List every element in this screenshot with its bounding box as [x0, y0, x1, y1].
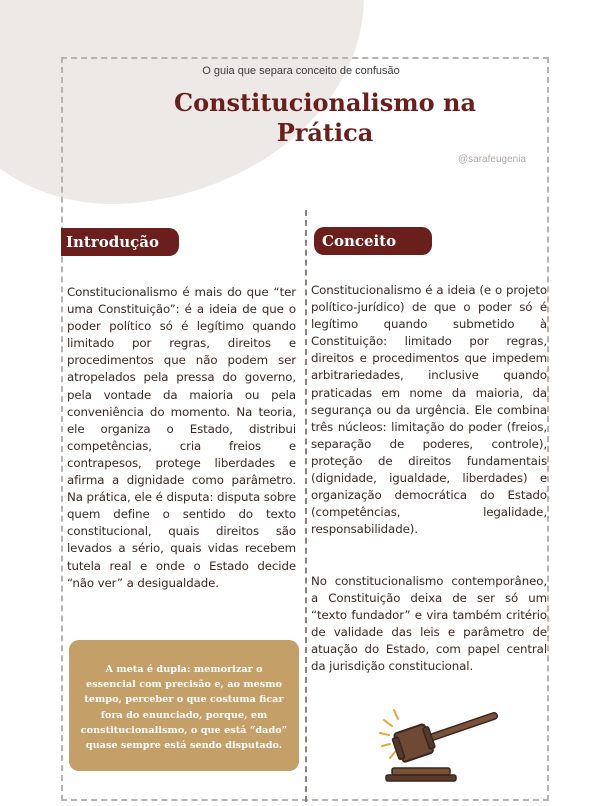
tagline: O guia que separa conceito de confusão: [202, 65, 400, 77]
intro-text: Constitucionalismo é mais do que “ter uma Constituição”: é a ideia de que o poder político só é legítimo quando limitado por regras, direitos e procedimentos que não podem ser atropelados pela pressa do governo, pela vontade da maioria ou pela conveniência do momento. Na teoria, ele organiza o Estado, distribui competências, cria freios e contrapesos, protege liberdades e afirma a dignidade como parâmetro. Na prática, ele é disputa: disputa sobre quem define o sentido do texto constitucional, quais direitos são levados a sério, quais vidas recebem tutela real e onde o Estado decide “não ver” a desigualdade.: [67, 285, 296, 590]
author-handle: @sarafeugenia: [458, 154, 526, 165]
callout-box: [69, 640, 299, 771]
concept-paragraph-1: Constitucionalismo é a ideia (e o projeto político-jurídico) de que o poder só é legítimo quando submetido à Constituição: limitado por regras, direitos e procedimentos que impedem arbitrariedades, inclusive quando praticadas em nome da maioria, da segurança ou da urgência. Ele combina três núcleos: limitação do poder (freios, separação de poderes, controle), proteção de direitos fundamentais (dignidade, igualdade, liberdades) e organização democrática do Estado (competências, legalidade, responsabilidade).: [311, 283, 547, 537]
intro-heading: Introdução: [61, 228, 179, 256]
callout-text: A meta é dupla: memorizar o essencial com precisão e, ao mesmo tempo, perceber o que costuma ficar fora do enunciado, porque, em constitucionalismo, o que está “dado” quase sempre está sendo disputado.: [80, 664, 288, 752]
page-title: Constitucionalismo na Prática: [173, 88, 477, 147]
concept-heading: Conceito: [314, 227, 432, 255]
sound-block: [386, 768, 456, 781]
column-divider: [305, 210, 307, 802]
concept-paragraph-2: No constitucionalismo contemporâneo, a Constituição deixa de ser só um “texto fundador” e vira também critério de validade das leis e parâmetro de atuação do Estado, com papel central da jurisdição constitucional.: [311, 574, 547, 674]
gavel-icon: [378, 702, 502, 784]
gavel-head: [391, 723, 437, 764]
